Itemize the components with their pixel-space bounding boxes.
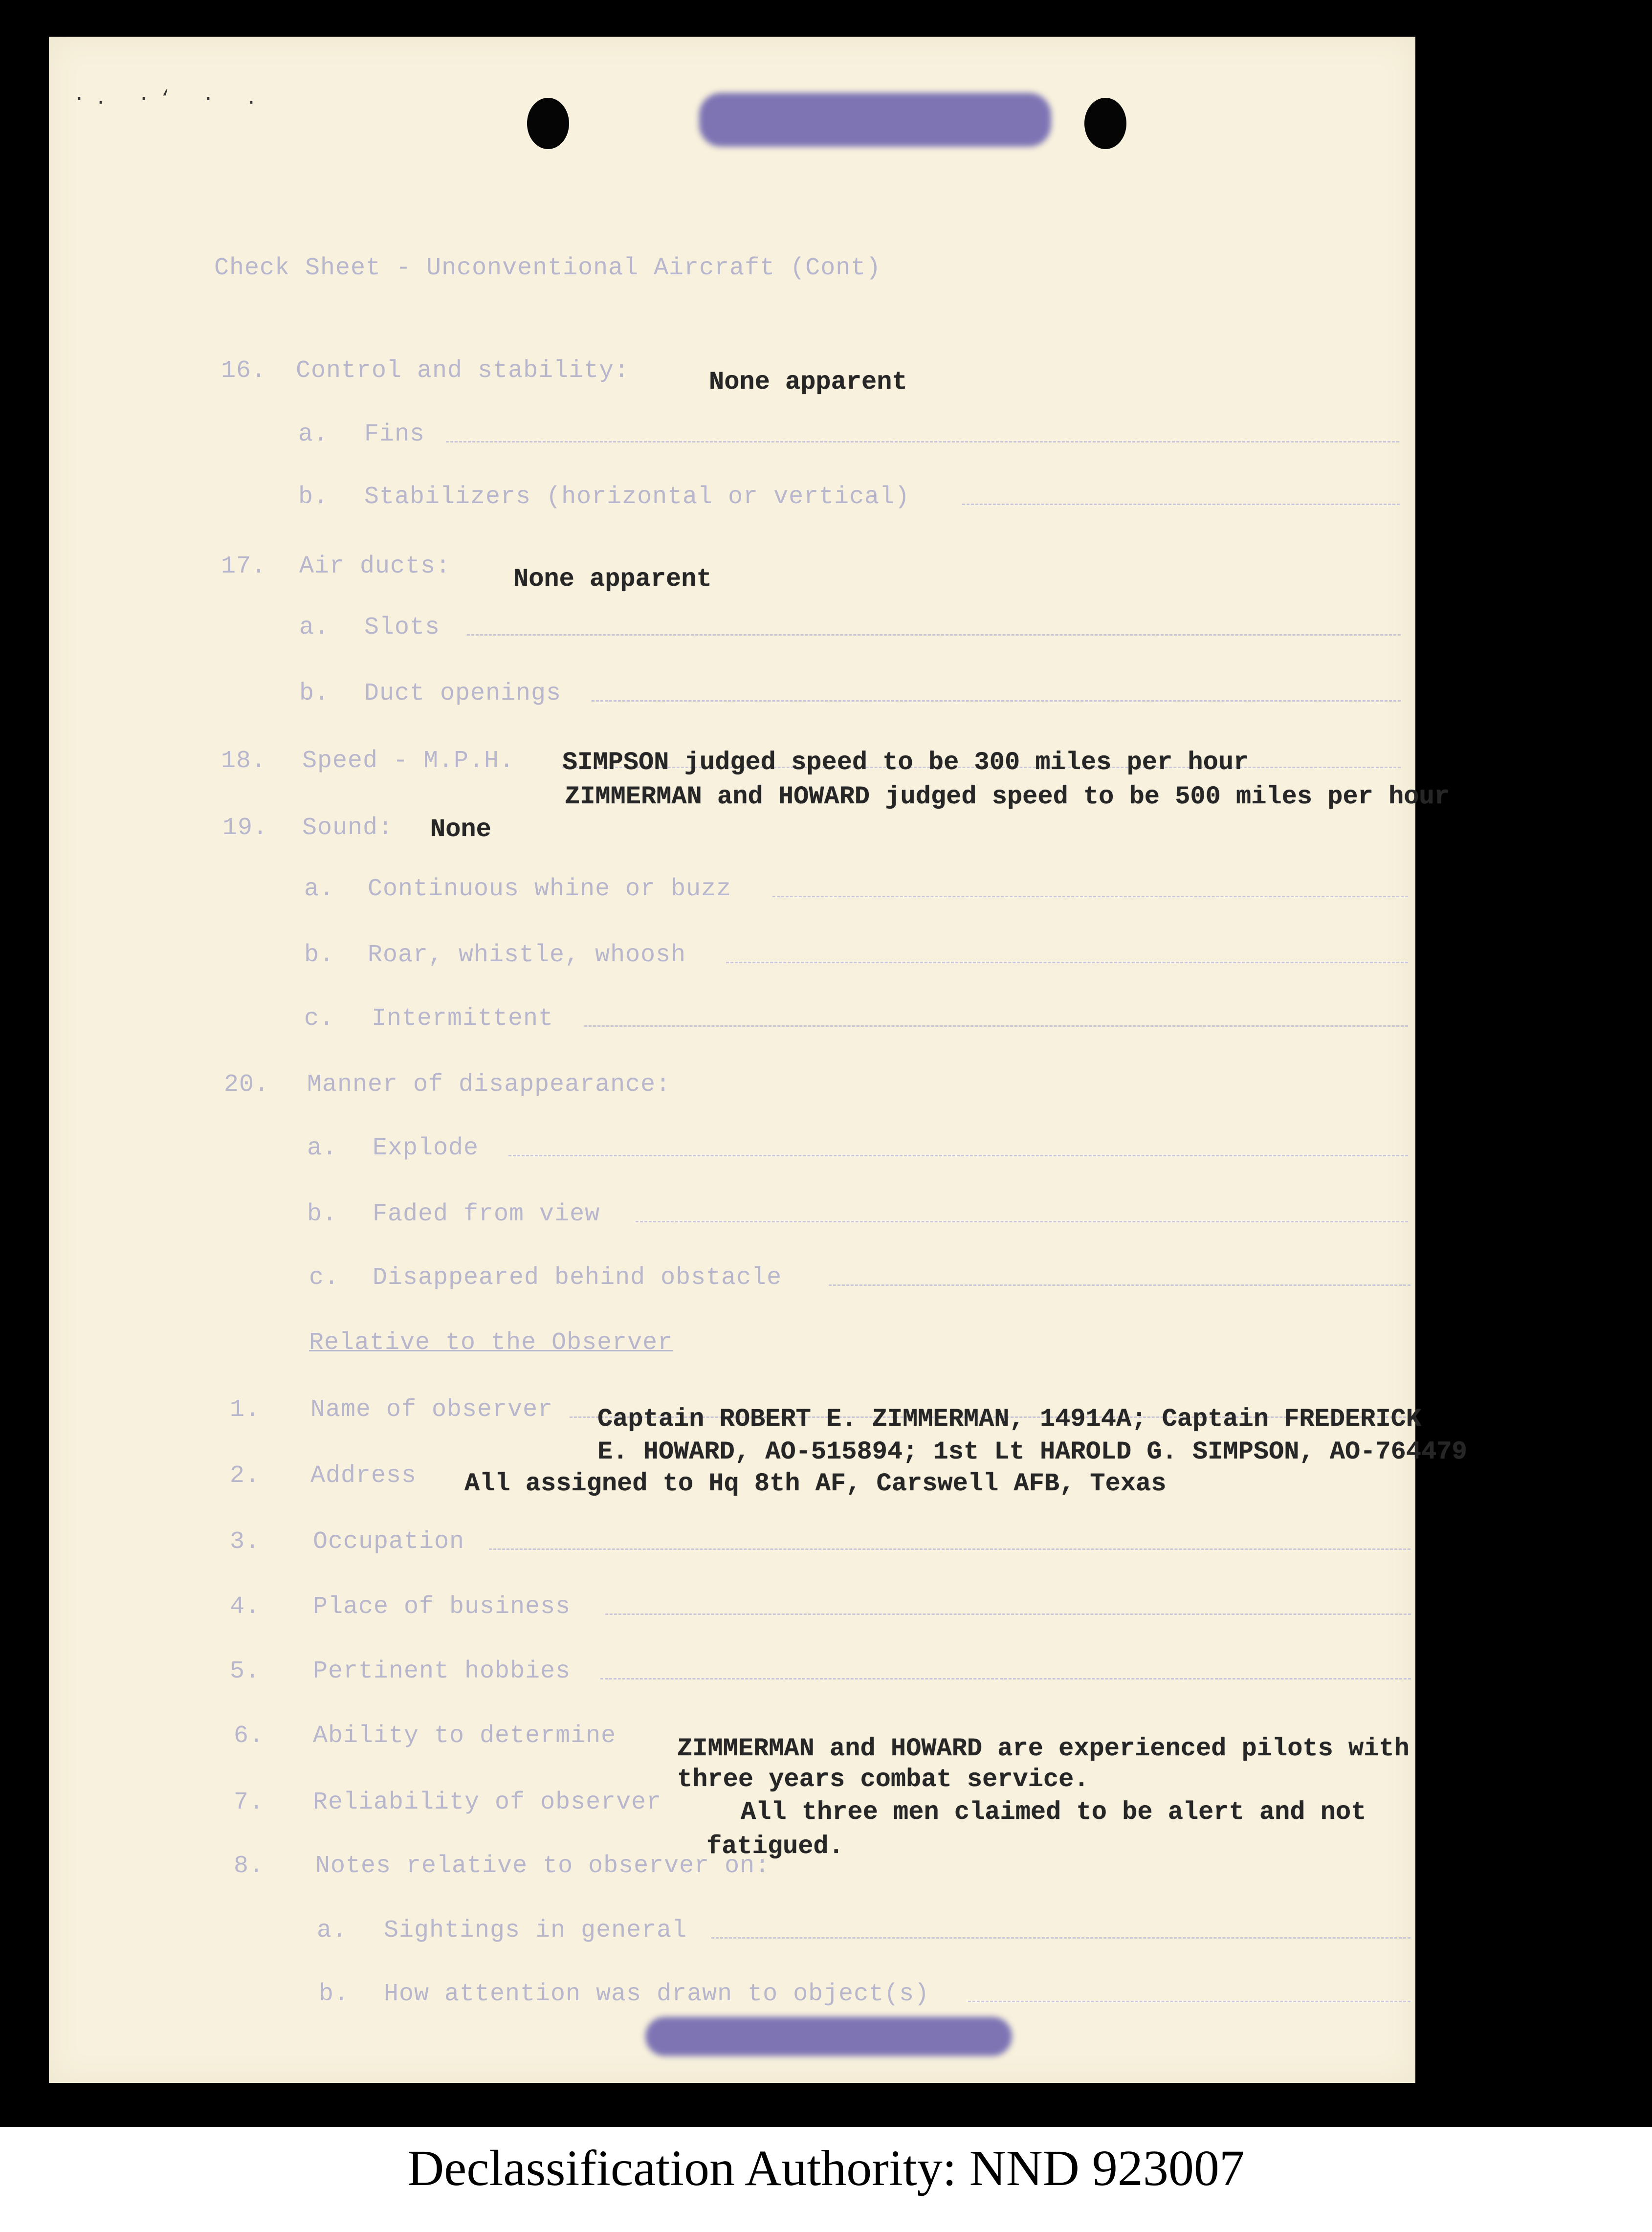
observer-3-label: Occupation	[313, 1528, 465, 1556]
sheet-header: Check Sheet - Unconventional Aircraft (Cont)	[214, 254, 881, 282]
observer-7-number: 7.	[234, 1789, 264, 1816]
item-17b-key: b.	[299, 680, 330, 707]
observer-4-number: 4.	[230, 1593, 261, 1621]
item-16-label: Control and stability:	[296, 357, 630, 385]
item-20c-line	[829, 1284, 1410, 1286]
observer-7-label: Reliability of observer	[313, 1789, 662, 1816]
observer-ability-line1: ZIMMERMAN and HOWARD are experienced pilots with	[677, 1734, 1410, 1763]
item-19b-label: Roar, whistle, whoosh	[368, 941, 686, 969]
item-20-number: 20.	[224, 1071, 270, 1099]
item-17-label: Air ducts:	[299, 552, 451, 580]
observer-names-line1: Captain ROBERT E. ZIMMERMAN, 14914A; Captain FREDERICK	[597, 1405, 1422, 1434]
scan-specks: ·. ·‘ · .	[73, 88, 267, 110]
observer-section-heading: Relative to the Observer	[309, 1329, 673, 1357]
item-19c-line	[584, 1025, 1408, 1027]
item-16a-key: a.	[298, 420, 329, 448]
observer-8b-key: b.	[319, 1980, 350, 2008]
observer-4-label: Place of business	[313, 1593, 571, 1621]
observer-reliability-line1: All three men claimed to be alert and not	[741, 1798, 1366, 1827]
observer-1-number: 1.	[230, 1396, 261, 1424]
item-20-label: Manner of disappearance:	[307, 1071, 671, 1099]
item-18-answer-simpson: SIMPSON judged speed to be 300 miles per hour	[562, 748, 1249, 777]
item-20c-key: c.	[309, 1264, 340, 1292]
observer-3-number: 3.	[230, 1528, 261, 1556]
item-16b-label: Stabilizers (horizontal or vertical)	[364, 483, 910, 511]
item-19a-line	[772, 896, 1408, 897]
observer-8-label: Notes relative to observer on:	[315, 1852, 771, 1880]
item-16a-label: Fins	[364, 420, 425, 448]
observer-reliability-line2: fatigued.	[706, 1832, 844, 1861]
redaction-smudge-top	[699, 93, 1051, 147]
item-19c-label: Intermittent	[372, 1005, 554, 1033]
item-19a-label: Continuous whine or buzz	[368, 875, 732, 903]
item-17-number: 17.	[221, 552, 267, 580]
item-19-answer: None	[430, 815, 491, 844]
observer-5-label: Pertinent hobbies	[313, 1657, 571, 1685]
item-16b-key: b.	[298, 483, 329, 511]
observer-4-line	[605, 1613, 1411, 1615]
declassification-caption: Declassification Authority: NND 923007	[407, 2140, 1245, 2196]
observer-ability-line2: three years combat service.	[677, 1765, 1089, 1794]
item-20a-key: a.	[307, 1134, 338, 1162]
observer-2-number: 2.	[230, 1462, 261, 1490]
item-19-label: Sound:	[302, 814, 394, 842]
observer-8a-key: a.	[317, 1917, 348, 1945]
item-17a-key: a.	[299, 614, 330, 641]
observer-2-label: Address	[310, 1462, 417, 1490]
item-19c-key: c.	[304, 1005, 335, 1033]
observer-6-number: 6.	[234, 1722, 264, 1750]
observer-names-line2: E. HOWARD, AO-515894; 1st Lt HAROLD G. SIMPSON, AO-764479	[597, 1437, 1467, 1466]
item-17a-line	[467, 634, 1401, 636]
item-20b-label: Faded from view	[373, 1200, 600, 1228]
item-18-label: Speed - M.P.H.	[302, 747, 515, 775]
item-18-answer-zimmerman-howard: ZIMMERMAN and HOWARD judged speed to be 500 miles per hour	[565, 782, 1450, 811]
item-20a-label: Explode	[373, 1134, 479, 1162]
item-17-answer: None apparent	[513, 565, 712, 594]
observer-8a-label: Sightings in general	[384, 1917, 687, 1945]
punch-hole-left	[527, 98, 569, 149]
item-20a-line	[508, 1155, 1408, 1156]
observer-5-line	[600, 1678, 1411, 1680]
observer-5-number: 5.	[230, 1657, 261, 1685]
redaction-smudge-bottom	[645, 2017, 1012, 2056]
observer-8a-line	[711, 1937, 1410, 1939]
item-17b-line	[592, 700, 1401, 702]
item-16-answer: None apparent	[709, 368, 907, 397]
item-20c-label: Disappeared behind obstacle	[373, 1264, 782, 1292]
item-19-number: 19.	[222, 814, 268, 842]
item-16a-line	[446, 441, 1399, 442]
observer-1-label: Name of observer	[310, 1396, 553, 1424]
item-17b-label: Duct openings	[364, 680, 562, 707]
observer-3-line	[489, 1548, 1410, 1550]
punch-hole-right	[1084, 98, 1126, 149]
item-19b-key: b.	[304, 941, 335, 969]
observer-8-number: 8.	[234, 1852, 264, 1880]
item-16-number: 16.	[221, 357, 267, 385]
item-16b-line	[962, 504, 1400, 505]
item-18-number: 18.	[221, 747, 267, 775]
observer-8b-label: How attention was drawn to object(s)	[384, 1980, 930, 2008]
observer-6-label: Ability to determine	[313, 1722, 617, 1750]
observer-address-answer: All assigned to Hq 8th AF, Carswell AFB, Texas	[464, 1469, 1167, 1498]
item-19b-line	[726, 962, 1408, 963]
item-20b-line	[636, 1221, 1408, 1222]
item-17a-label: Slots	[364, 614, 441, 641]
observer-8b-line	[968, 2001, 1410, 2002]
item-19a-key: a.	[304, 875, 335, 903]
item-20b-key: b.	[307, 1200, 338, 1228]
